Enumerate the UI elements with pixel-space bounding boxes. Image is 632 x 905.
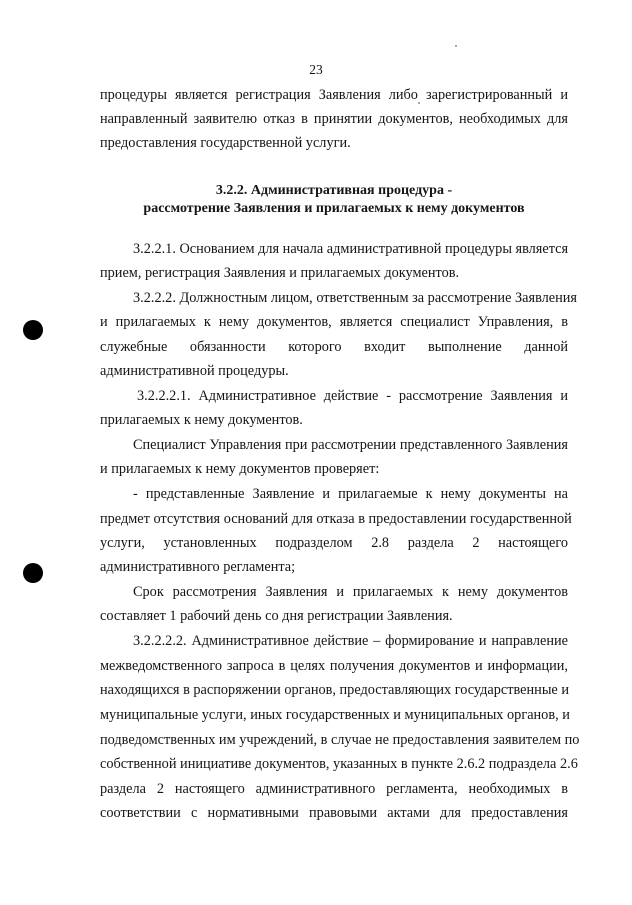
text-line: раздела 2 настоящего административного регламента, необходимых в [100, 781, 568, 797]
text-line: 3.2.2.1. Основанием для начала административной процедуры является [133, 241, 569, 257]
text-line: находящихся в распоряжении органов, предоставляющих государственные и [100, 682, 569, 698]
section-heading-line-2: рассмотрение Заявления и прилагаемых к нему документов [143, 201, 525, 216]
text-line: муниципальные услуги, иных государственных и муниципальных органов, и [100, 707, 570, 723]
text-line: Специалист Управления при рассмотрении представленного Заявления [133, 437, 568, 453]
text-line: - представленные Заявление и прилагаемые к нему документы на [133, 486, 568, 502]
text-line: услуги, установленных подразделом 2.8 раздела 2 настоящего [100, 535, 568, 551]
punch-hole-bottom [23, 563, 43, 583]
text-line: направленный заявителю отказ в принятии документов, необходимых для [100, 111, 568, 127]
text-line: и прилагаемых к нему документов, является специалист Управления, в [100, 314, 568, 330]
scan-speck [455, 45, 457, 47]
text-line: административной процедуры. [100, 363, 289, 379]
text-line: 3.2.2.2.1. Административное действие - рассмотрение Заявления и [137, 388, 568, 404]
text-line: межведомственного запроса в целях получения документов и информации, [100, 658, 568, 674]
text-line: 3.2.2.2.2. Административное действие – формирование и направление [133, 633, 568, 649]
text-line: предоставления государственной услуги. [100, 135, 351, 151]
text-line: подведомственных им учреждений, в случае не предоставления заявителем по [100, 732, 580, 748]
text-line: собственной инициативе документов, указанных в пункте 2.6.2 подраздела 2.6 [100, 756, 578, 772]
text-line: служебные обязанности которого входит выполнение данной [100, 339, 568, 355]
text-line: 3.2.2.2. Должностным лицом, ответственным за рассмотрение Заявления [133, 290, 578, 306]
text-line: прилагаемых к нему документов. [100, 412, 303, 428]
text-line: административного регламента; [100, 559, 296, 575]
text-line: Срок рассмотрения Заявления и прилагаемых к нему документов [133, 584, 568, 600]
punch-hole-top [23, 320, 43, 340]
page-number: 23 [309, 62, 323, 77]
text-line: и прилагаемых к нему документов проверяет: [100, 461, 380, 477]
text-line: составляет 1 рабочий день со дня регистрации Заявления. [100, 608, 453, 624]
text-line: соответствии с нормативными правовыми актами для предоставления [100, 805, 568, 821]
text-line: прием, регистрация Заявления и прилагаемых документов. [100, 265, 460, 281]
section-heading-line-1: 3.2.2. Административная процедура - [215, 183, 453, 198]
text-line: процедуры является регистрация Заявления либо зарегистрированный и [100, 87, 568, 103]
text-line: предмет отсутствия оснований для отказа в предоставлении государственной [100, 511, 572, 527]
